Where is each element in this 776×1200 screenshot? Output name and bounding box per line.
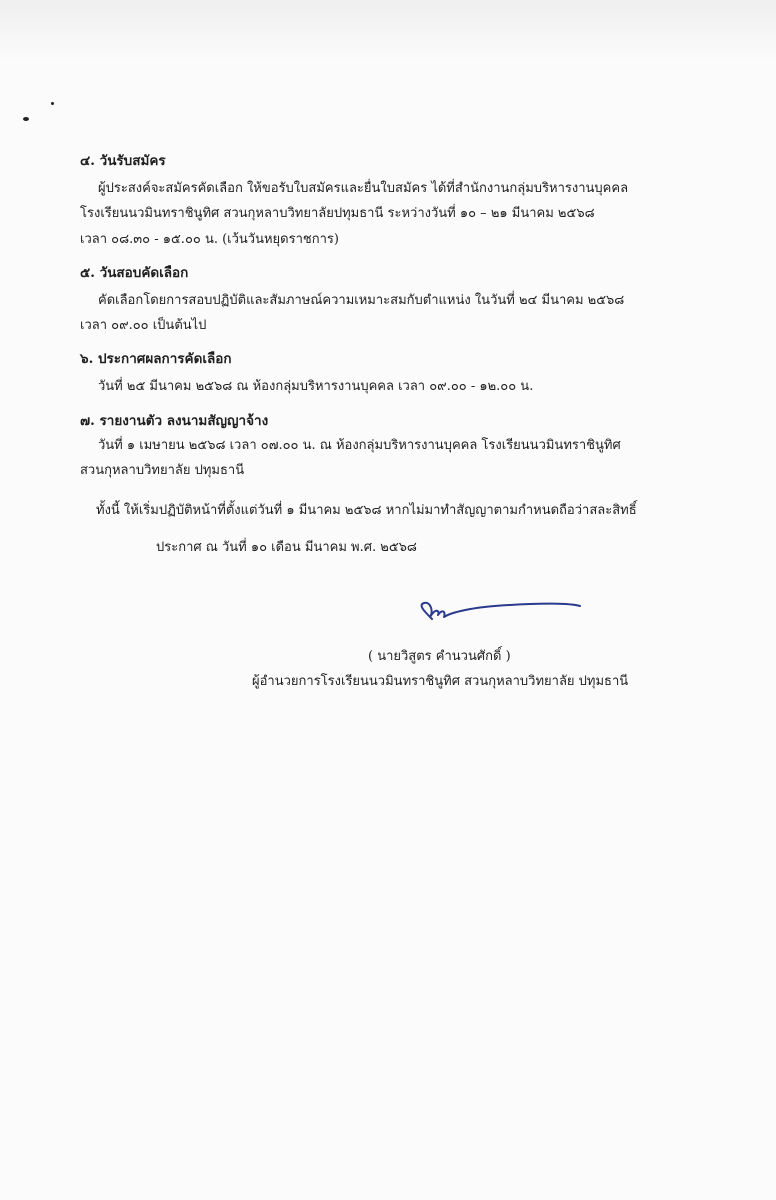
announcement-date: ประกาศ ณ วันที่ ๑๐ เดือน มีนาคม พ.ศ. ๒๕๖๘: [156, 540, 417, 555]
section-line: ผู้ประสงค์จะสมัครคัดเลือก ให้ขอรับใบสมัครและยื่นใบสมัคร ได้ที่สำนักงานกลุ่มบริหารงานบุคคล: [98, 181, 629, 196]
section-title-report-contract: ๗. รายงานตัว ลงนามสัญญาจ้าง: [80, 413, 269, 429]
section-line: เวลา ๐๘.๓๐ - ๑๕.๐๐ น. (เว้นวันหยุดราชการ): [80, 232, 339, 247]
signatory-name: ( นายวิสูตร คำนวนศักดิ์ ): [368, 649, 511, 664]
scan-speck: [51, 102, 54, 105]
section-line: สวนกุหลาบวิทยาลัย ปทุมธานี: [80, 463, 245, 478]
section-line: เวลา ๐๙.๐๐ เป็นต้นไป: [80, 318, 207, 333]
section-line: คัดเลือกโดยการสอบปฏิบัติและสัมภาษณ์ความเหมาะสมกับตำแหน่ง ในวันที่ ๒๔ มีนาคม ๒๕๖๘: [98, 293, 625, 308]
scan-shadow: [0, 0, 776, 60]
section-line: วันที่ ๑ เมษายน ๒๕๖๘ เวลา ๐๗.๐๐ น. ณ ห้องกลุ่มบริหารงานบุคคล โรงเรียนนวมินทราชินูทิศ: [98, 438, 621, 453]
signature: [410, 593, 590, 633]
section-title-selection-exam: ๕. วันสอบคัดเลือก: [80, 265, 189, 281]
closing-note: ทั้งนี้ ให้เริ่มปฏิบัติหน้าที่ตั้งแต่วันที่ ๑ มีนาคม ๒๕๖๘ หากไม่มาทำสัญญาตามกำหนดถือว่าสละสิทธิ์: [96, 503, 637, 518]
section-line: วันที่ ๒๕ มีนาคม ๒๕๖๘ ณ ห้องกลุ่มบริหารงานบุคคล เวลา ๐๙.๐๐ - ๑๒.๐๐ น.: [98, 379, 534, 394]
section-title-results: ๖. ประกาศผลการคัดเลือก: [80, 351, 232, 367]
section-title-application-period: ๔. วันรับสมัคร: [80, 153, 166, 169]
scan-speck: [23, 117, 29, 121]
section-line: โรงเรียนนวมินทราชินูทิศ สวนกุหลาบวิทยาลัยปทุมธานี ระหว่างวันที่ ๑๐ – ๒๑ มีนาคม ๒๕๖๘: [80, 206, 595, 221]
signatory-position: ผู้อำนวยการโรงเรียนนวมินทราชินูทิศ สวนกุหลาบวิทยาลัย ปทุมธานี: [252, 674, 629, 689]
